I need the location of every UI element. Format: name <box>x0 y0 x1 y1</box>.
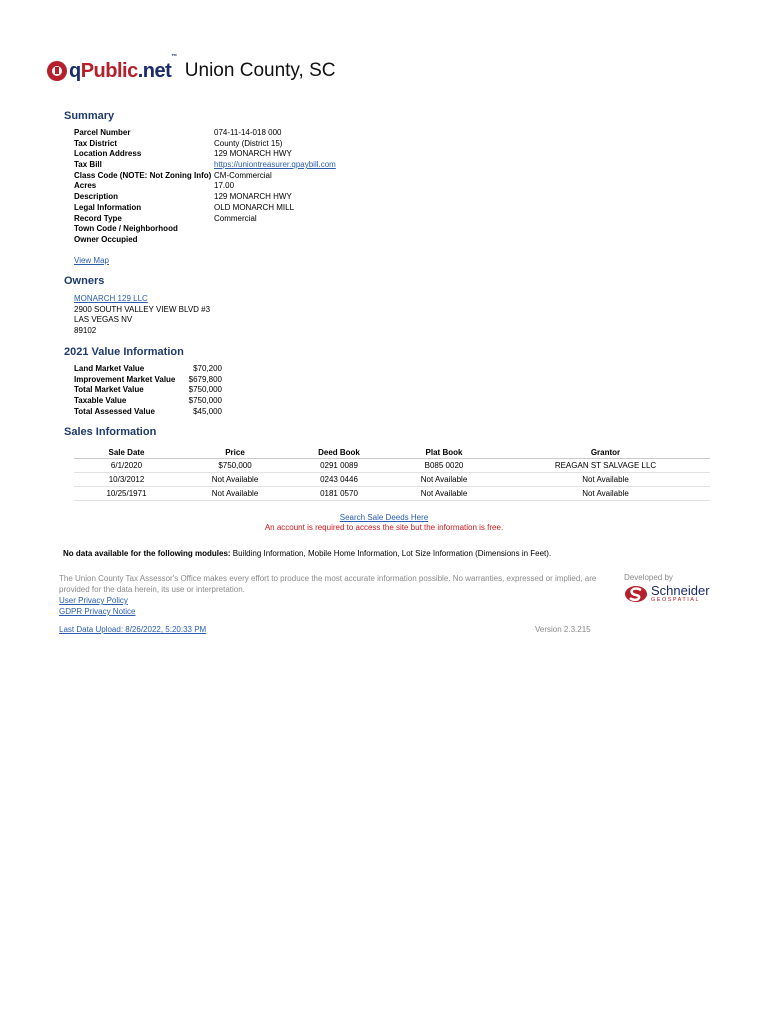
summary-table <box>74 128 336 246</box>
value-row <box>74 396 222 407</box>
summary-value: County (District 15) <box>214 138 283 148</box>
sale-date-cell: 10/3/2012 <box>74 473 179 487</box>
schneider-logo[interactable] <box>624 585 710 603</box>
price-cell: Not Available <box>179 487 291 501</box>
value-amount: $679,800 <box>188 374 222 384</box>
owner-zip: 89102 <box>74 326 97 336</box>
value-info-table <box>74 364 222 417</box>
sale-date-cell: 10/25/1971 <box>74 487 179 501</box>
qpublic-logo-text[interactable] <box>69 53 177 83</box>
view-map-link[interactable]: View Map <box>74 256 109 265</box>
summary-label: Description <box>74 192 119 202</box>
last-data-upload-link[interactable]: Last Data Upload: 8/26/2022, 5:20:33 PM <box>59 625 207 634</box>
footer-links <box>59 595 135 617</box>
value-label: Taxable Value <box>74 396 127 406</box>
user-privacy-policy-link[interactable]: User Privacy Policy <box>59 596 128 605</box>
deed-book-cell: 0291 0089 <box>291 459 387 473</box>
summary-row <box>74 224 336 235</box>
owner-address: 2900 SOUTH VALLEY VIEW BLVD #3 <box>74 304 211 314</box>
value-amount: $45,000 <box>193 406 222 416</box>
summary-row <box>74 181 336 192</box>
summary-row <box>74 203 336 214</box>
owners-block <box>74 294 210 337</box>
summary-value: 129 MONARCH HWY <box>214 149 292 159</box>
account-note: An account is required to access the site but the information is free. <box>264 523 504 532</box>
summary-row <box>74 214 336 225</box>
summary-heading: Summary <box>64 110 115 122</box>
logo-public: Public <box>80 59 138 82</box>
sales-table <box>74 446 710 501</box>
value-label: Total Assessed Value <box>74 406 155 416</box>
summary-row <box>74 128 336 139</box>
value-row <box>74 407 222 418</box>
summary-row <box>74 139 336 150</box>
schneider-geo: GEOSPATIAL <box>651 597 701 603</box>
owner-city-state: LAS VEGAS NV <box>74 315 133 325</box>
logo-q: q <box>69 59 81 82</box>
summary-row <box>74 235 336 246</box>
schneider-name: Schneider <box>651 583 710 598</box>
summary-label: Parcel Number <box>74 128 131 137</box>
sales-header-row <box>74 446 710 459</box>
summary-label: Acres <box>74 181 97 191</box>
summary-label: Tax District <box>74 138 117 148</box>
sales-heading: Sales Information <box>64 426 157 438</box>
schneider-swoosh-icon <box>624 585 648 603</box>
value-amount: $750,000 <box>188 385 222 395</box>
logo-net: .net <box>137 59 172 82</box>
table-row <box>74 473 710 487</box>
summary-value: 17.00 <box>214 181 235 191</box>
sale-date-cell: 6/1/2020 <box>74 459 179 473</box>
qpublic-logo-icon[interactable] <box>46 60 68 82</box>
value-label: Land Market Value <box>74 364 145 373</box>
summary-value: Commercial <box>214 213 257 223</box>
summary-value: CM-Commercial <box>214 170 272 180</box>
summary-label: Tax Bill <box>74 160 102 170</box>
grantor-cell: REAGAN ST SALVAGE LLC <box>501 459 710 473</box>
summary-label: Legal Information <box>74 202 142 212</box>
value-row <box>74 385 222 396</box>
summary-value: 074-11-14-018 000 <box>214 128 282 137</box>
summary-row <box>74 171 336 182</box>
summary-value: OLD MONARCH MILL <box>214 202 295 212</box>
grantor-cell: Not Available <box>501 473 710 487</box>
grantor-cell: Not Available <box>501 487 710 501</box>
value-label: Improvement Market Value <box>74 374 176 384</box>
summary-row <box>74 149 336 160</box>
summary-label: Record Type <box>74 213 122 223</box>
table-row <box>74 459 710 473</box>
search-sale-deeds-link[interactable]: Search Sale Deeds Here <box>339 513 429 522</box>
plat-book-cell: Not Available <box>387 487 501 501</box>
sales-col-price: Price <box>179 446 291 459</box>
owner-name-link[interactable]: MONARCH 129 LLC <box>74 294 148 303</box>
search-deeds-wrap <box>0 513 768 522</box>
no-data-text: Building Information, Mobile Home Information, Lot Size Information (Dimensions in Feet). <box>230 549 552 558</box>
value-row <box>74 364 222 375</box>
no-data-label: No data available for the following modules: <box>63 549 231 558</box>
logo-tm: ™ <box>171 53 177 60</box>
price-cell: $750,000 <box>179 459 291 473</box>
summary-label: Class Code (NOTE: Not Zoning Info) <box>74 170 212 180</box>
summary-label: Location Address <box>74 149 142 159</box>
value-row <box>74 375 222 386</box>
plat-book-cell: Not Available <box>387 473 501 487</box>
deed-book-cell: 0243 0446 <box>291 473 387 487</box>
tax-bill-link[interactable]: https://uniontreasurer.qpaybill.com <box>214 160 336 170</box>
summary-value: 129 MONARCH HWY <box>214 192 292 202</box>
deed-book-cell: 0181 0570 <box>291 487 387 501</box>
summary-label: Town Code / Neighborhood <box>74 224 178 234</box>
summary-row <box>74 192 336 203</box>
table-row <box>74 487 710 501</box>
version-label: Version 2.3.215 <box>535 625 591 634</box>
sales-col-sale-date: Sale Date <box>74 446 179 459</box>
value-label: Total Market Value <box>74 385 144 395</box>
summary-label: Owner Occupied <box>74 234 138 244</box>
site-header <box>46 53 336 84</box>
no-data-modules <box>63 549 551 558</box>
plat-book-cell: B085 0020 <box>387 459 501 473</box>
sales-col-grantor: Grantor <box>501 446 710 459</box>
schneider-wordmark <box>651 585 710 603</box>
value-amount: $70,200 <box>193 364 222 373</box>
owners-heading: Owners <box>64 275 105 287</box>
price-cell: Not Available <box>179 473 291 487</box>
disclaimer-text: The Union County Tax Assessor's Office makes every effort to produce the most accurate information possible. No warranties, expressed or implied, are provided for the data herein, its use or interpretation. <box>59 574 597 594</box>
value-amount: $750,000 <box>188 396 222 406</box>
sales-col-plat-book: Plat Book <box>387 446 501 459</box>
gdpr-privacy-notice-link[interactable]: GDPR Privacy Notice <box>59 607 136 616</box>
county-title: Union County, SC <box>184 60 336 81</box>
sales-col-deed-book: Deed Book <box>291 446 387 459</box>
summary-row <box>74 160 336 171</box>
developed-by-label: Developed by <box>624 573 673 582</box>
value-info-heading: 2021 Value Information <box>64 346 184 358</box>
